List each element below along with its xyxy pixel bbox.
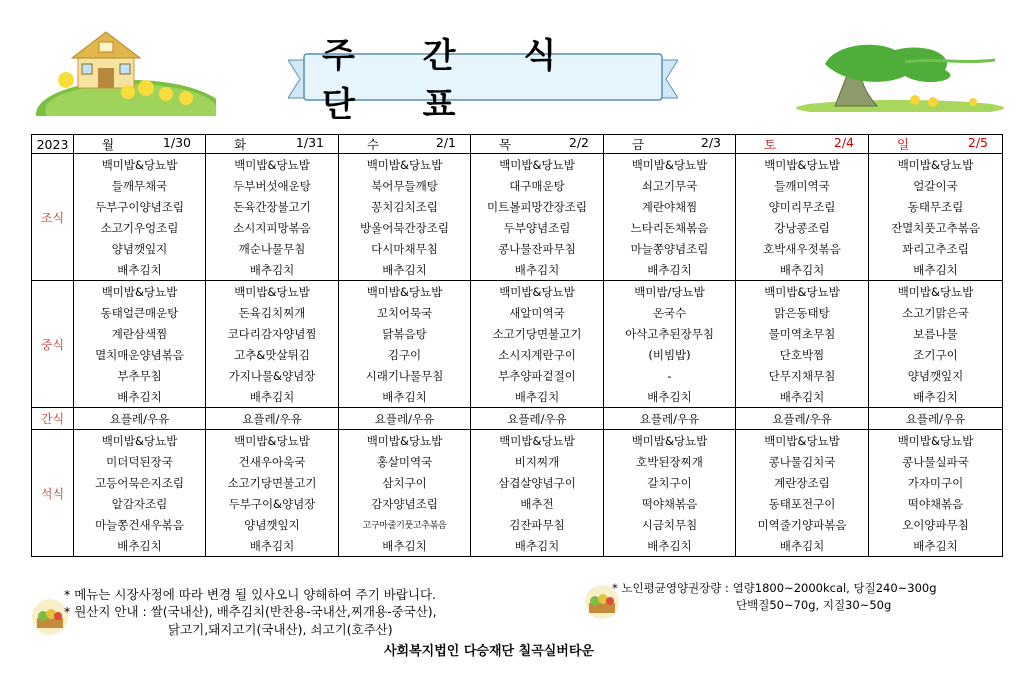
- dish-cell: 배추김치: [339, 386, 471, 408]
- dish-cell: 새알미역국: [471, 302, 604, 323]
- menu-row: [32, 259, 1003, 281]
- menu-row: [32, 430, 1003, 452]
- day-date: 2/5: [967, 135, 988, 150]
- dish-cell: 배추김치: [604, 386, 736, 408]
- dish-cell: 배추김치: [74, 259, 206, 281]
- dish-cell: 소시지계란구이: [471, 344, 604, 365]
- dish-cell: 느타리돈채볶음: [604, 217, 736, 238]
- dish-cell: 배추김치: [604, 259, 736, 281]
- dish-cell: 알감자조림: [74, 493, 206, 514]
- dish-cell: 양념깻잎지: [869, 365, 1003, 386]
- dish-cell: 백미밥/당뇨밥: [604, 281, 736, 303]
- dish-cell: 요플레/우유: [736, 408, 869, 430]
- dish-cell: 요플레/우유: [869, 408, 1003, 430]
- dish-cell: 아삭고추된장무침: [604, 323, 736, 344]
- dish-cell: 잔멸치풋고추볶음: [869, 217, 1003, 238]
- day-name: 토: [764, 137, 777, 152]
- dish-cell: 배추김치: [869, 259, 1003, 281]
- dish-cell: 미트볼피망간장조림: [471, 196, 604, 217]
- dish-cell: 요플레/우유: [74, 408, 206, 430]
- dish-cell: 맑은동태탕: [736, 302, 869, 323]
- day-date: 2/3: [700, 135, 721, 150]
- dish-cell: 코다리감자양념찜: [206, 323, 339, 344]
- menu-row: [32, 281, 1003, 303]
- dish-cell: 두부구이&양념장: [206, 493, 339, 514]
- dish-cell: 닭볶음탕: [339, 323, 471, 344]
- dish-cell: 삼겹살양념구이: [471, 472, 604, 493]
- dish-cell: 김잔파무침: [471, 514, 604, 535]
- day-header: [339, 135, 471, 154]
- dish-cell: 요플레/우유: [604, 408, 736, 430]
- meal-label: 조식: [32, 154, 74, 281]
- dish-cell: 백미밥&당뇨밥: [471, 154, 604, 176]
- dish-cell: 계란삼색찜: [74, 323, 206, 344]
- weekly-menu-table: [31, 134, 1003, 557]
- meal-label: 간식: [32, 408, 74, 430]
- dish-cell: 요플레/우유: [206, 408, 339, 430]
- dish-cell: 백미밥&당뇨밥: [869, 154, 1003, 176]
- dish-cell: 갈치구이: [604, 472, 736, 493]
- day-date: 2/2: [568, 135, 589, 150]
- dish-cell: 가자미구이: [869, 472, 1003, 493]
- dish-cell: 조기구이: [869, 344, 1003, 365]
- dish-cell: 콩나물잔파무침: [471, 238, 604, 259]
- nutrition-guideline-continued: 단백질50~70g, 지질30~50g: [736, 598, 892, 612]
- page-title: 주 간 식 단 표: [322, 36, 585, 125]
- dish-cell: 비지찌개: [471, 451, 604, 472]
- dish-cell: 배추김치: [869, 386, 1003, 408]
- dish-cell: 배추김치: [74, 386, 206, 408]
- dish-cell: 백미밥&당뇨밥: [471, 281, 604, 303]
- table-header-row: [32, 135, 1003, 154]
- dish-cell: 소고기우엉조림: [74, 217, 206, 238]
- dish-cell: 요플레/우유: [339, 408, 471, 430]
- notice-origin: * 원산지 안내 : 쌀(국내산), 배추김치(반찬용-국내산,찌개용-중국산),: [64, 604, 437, 619]
- menu-row: [32, 493, 1003, 514]
- dish-cell: 홍살미역국: [339, 451, 471, 472]
- menu-row: [32, 323, 1003, 344]
- dish-cell: 들깨미역국: [736, 175, 869, 196]
- dish-cell: 백미밥&당뇨밥: [74, 154, 206, 176]
- dish-cell: 백미밥&당뇨밥: [74, 430, 206, 452]
- dish-cell: 시래기나물무침: [339, 365, 471, 386]
- menu-row: [32, 344, 1003, 365]
- notice-menu-change: * 메뉴는 시장사정에 따라 변경 될 있사오니 양해하여 주기 바랍니다.: [64, 587, 437, 602]
- dish-cell: 배추김치: [869, 535, 1003, 557]
- dish-cell: 멸치매운양념볶음: [74, 344, 206, 365]
- dish-cell: 계란야채찜: [604, 196, 736, 217]
- dish-cell: 배추전: [471, 493, 604, 514]
- menu-row: [32, 175, 1003, 196]
- dish-cell: 꽈리고추조림: [869, 238, 1003, 259]
- dish-cell: 부추양파겉절이: [471, 365, 604, 386]
- dish-cell: 다시마채무침: [339, 238, 471, 259]
- menu-row: [32, 514, 1003, 535]
- dish-cell: 배추김치: [471, 386, 604, 408]
- dish-cell: 배추김치: [206, 535, 339, 557]
- dish-cell: 보름나물: [869, 323, 1003, 344]
- dish-cell: 고등어묵은지조림: [74, 472, 206, 493]
- dish-cell: 호박된장찌개: [604, 451, 736, 472]
- dish-cell: 떡야채볶음: [869, 493, 1003, 514]
- dish-cell: 배추김치: [604, 535, 736, 557]
- dish-cell: 강낭콩조림: [736, 217, 869, 238]
- dish-cell: 돈육김치찌개: [206, 302, 339, 323]
- dish-cell: 소고기맑은국: [869, 302, 1003, 323]
- dish-cell: 두부양념조림: [471, 217, 604, 238]
- day-name: 일: [897, 137, 910, 152]
- dish-cell: -: [604, 365, 736, 386]
- organization-name: 사회복지법인 다승재단 칠곡실버타운: [384, 644, 594, 659]
- dish-cell: 백미밥&당뇨밥: [206, 281, 339, 303]
- dish-cell: 콩나물실파국: [869, 451, 1003, 472]
- dish-cell: 배추김치: [339, 259, 471, 281]
- dish-cell: 배추김치: [736, 259, 869, 281]
- menu-row: [32, 154, 1003, 176]
- dish-cell: 배추김치: [206, 259, 339, 281]
- day-header: [471, 135, 604, 154]
- menu-row: [32, 217, 1003, 238]
- tree-illustration: [795, 40, 1005, 112]
- dish-cell: 오이양파무침: [869, 514, 1003, 535]
- dish-cell: 대구매운탕: [471, 175, 604, 196]
- day-date: 2/1: [435, 135, 456, 150]
- menu-row: [32, 451, 1003, 472]
- day-header: [604, 135, 736, 154]
- dish-cell: 양념깻잎지: [206, 514, 339, 535]
- day-header: [206, 135, 339, 154]
- meal-label: 중식: [32, 281, 74, 408]
- day-date: 1/30: [162, 135, 191, 150]
- dish-cell: 콩나물김치국: [736, 451, 869, 472]
- notice-origin-continued: 닭고기,돼지고기(국내산), 쇠고기(호주산): [168, 622, 393, 637]
- dish-cell: 고구마줄기풋고추볶음: [339, 514, 471, 535]
- day-header: [869, 135, 1003, 154]
- dish-cell: 백미밥&당뇨밥: [206, 430, 339, 452]
- dish-cell: 백미밥&당뇨밥: [736, 154, 869, 176]
- menu-row: [32, 535, 1003, 557]
- dish-cell: 소시지피망볶음: [206, 217, 339, 238]
- dish-cell: 백미밥&당뇨밥: [604, 154, 736, 176]
- dish-cell: 삼치구이: [339, 472, 471, 493]
- dish-cell: 두부버섯애운탕: [206, 175, 339, 196]
- dish-cell: 소고기당면불고기: [206, 472, 339, 493]
- dish-cell: 온국수: [604, 302, 736, 323]
- dish-cell: 배추김치: [736, 535, 869, 557]
- dish-cell: 동태무조림: [869, 196, 1003, 217]
- dish-cell: 백미밥&당뇨밥: [339, 430, 471, 452]
- dish-cell: 동태포전구이: [736, 493, 869, 514]
- dish-cell: 단무지채무침: [736, 365, 869, 386]
- dish-cell: 백미밥&당뇨밥: [339, 154, 471, 176]
- dish-cell: 배추김치: [471, 259, 604, 281]
- dish-cell: 미역줄기양파볶음: [736, 514, 869, 535]
- menu-row: [32, 386, 1003, 408]
- dish-cell: 백미밥&당뇨밥: [604, 430, 736, 452]
- dish-cell: 미더덕된장국: [74, 451, 206, 472]
- dish-cell: 북어무들깨탕: [339, 175, 471, 196]
- dish-cell: 시금치무침: [604, 514, 736, 535]
- dish-cell: 얼갈이국: [869, 175, 1003, 196]
- dish-cell: 요플레/우유: [471, 408, 604, 430]
- dish-cell: 소고기당면불고기: [471, 323, 604, 344]
- day-name: 수: [367, 137, 380, 152]
- menu-row: [32, 238, 1003, 259]
- day-date: 2/4: [833, 135, 854, 150]
- dish-cell: 쇠고기무국: [604, 175, 736, 196]
- dish-cell: 백미밥&당뇨밥: [736, 430, 869, 452]
- dish-cell: 꼬치어묵국: [339, 302, 471, 323]
- dish-cell: 백미밥&당뇨밥: [206, 154, 339, 176]
- dish-cell: 떡야채볶음: [604, 493, 736, 514]
- dish-cell: 단호박찜: [736, 344, 869, 365]
- dish-cell: 백미밥&당뇨밥: [74, 281, 206, 303]
- dish-cell: 호박새우젓볶음: [736, 238, 869, 259]
- dish-cell: 마늘쫑건새우볶음: [74, 514, 206, 535]
- dish-cell: 두부구이양념조림: [74, 196, 206, 217]
- dish-cell: 감자양념조림: [339, 493, 471, 514]
- day-name: 금: [632, 137, 645, 152]
- dish-cell: 가지나물&양념장: [206, 365, 339, 386]
- year-cell: 2023: [32, 135, 74, 154]
- dish-cell: 들깨무채국: [74, 175, 206, 196]
- dish-cell: 동태얼큰매운탕: [74, 302, 206, 323]
- dish-cell: 양념깻잎지: [74, 238, 206, 259]
- menu-row: [32, 365, 1003, 386]
- dish-cell: 방울어묵간장조림: [339, 217, 471, 238]
- dish-cell: 백미밥&당뇨밥: [869, 281, 1003, 303]
- dish-cell: 깨순나물무침: [206, 238, 339, 259]
- dish-cell: 백미밥&당뇨밥: [736, 281, 869, 303]
- meal-label: 석식: [32, 430, 74, 557]
- dish-cell: 배추김치: [471, 535, 604, 557]
- dish-cell: 백미밥&당뇨밥: [471, 430, 604, 452]
- day-date: 1/31: [295, 135, 324, 150]
- dish-cell: 양미리무조림: [736, 196, 869, 217]
- dish-cell: 배추김치: [736, 386, 869, 408]
- day-header: [74, 135, 206, 154]
- dish-cell: (비빔밥): [604, 344, 736, 365]
- dish-cell: 부추무침: [74, 365, 206, 386]
- menu-row: [32, 472, 1003, 493]
- house-on-hill-illustration: [36, 28, 216, 116]
- dish-cell: 고추&맛살튀김: [206, 344, 339, 365]
- dish-cell: 배추김치: [339, 535, 471, 557]
- menu-row: [32, 408, 1003, 430]
- day-header: [736, 135, 869, 154]
- nutrition-guideline: * 노인평균영양권장량 : 열량1800~2000kcal, 당질240~300g: [612, 581, 937, 595]
- dish-cell: 백미밥&당뇨밥: [339, 281, 471, 303]
- dish-cell: 마늘쫑양념조림: [604, 238, 736, 259]
- dish-cell: 배추김치: [206, 386, 339, 408]
- day-name: 화: [234, 137, 247, 152]
- dish-cell: 계란장조림: [736, 472, 869, 493]
- dish-cell: 돈육간장불고기: [206, 196, 339, 217]
- dish-cell: 김구이: [339, 344, 471, 365]
- dish-cell: 꽁치김치조림: [339, 196, 471, 217]
- dish-cell: 물미역초무침: [736, 323, 869, 344]
- dish-cell: 백미밥&당뇨밥: [869, 430, 1003, 452]
- day-name: 월: [102, 137, 115, 152]
- menu-row: [32, 196, 1003, 217]
- dish-cell: 건새우아욱국: [206, 451, 339, 472]
- day-name: 목: [499, 137, 512, 152]
- menu-row: [32, 302, 1003, 323]
- dish-cell: 배추김치: [74, 535, 206, 557]
